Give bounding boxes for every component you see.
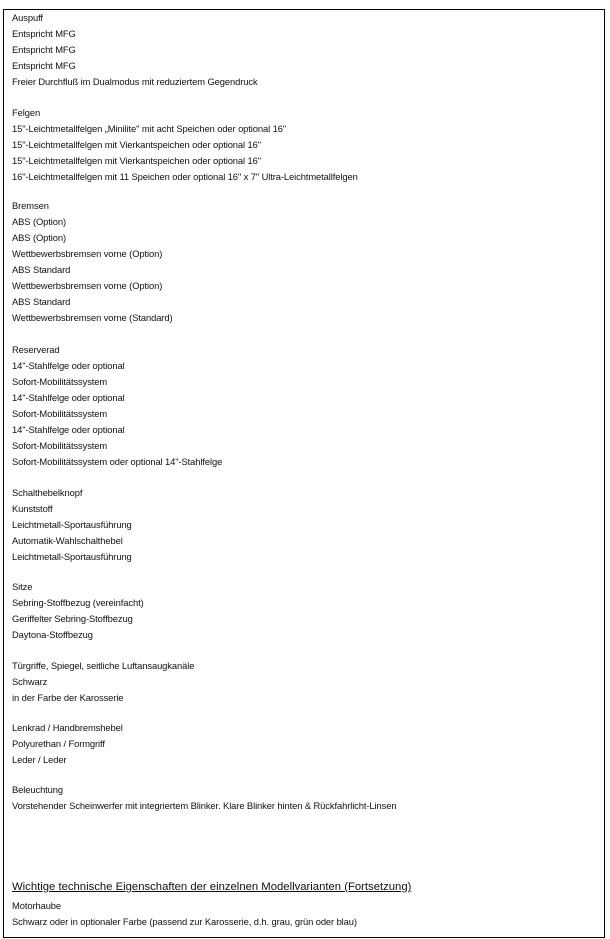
section-line: 16"-Leichtmetallfelgen mit 11 Speichen oder optional 16" x 7" Ultra-Leichtmetallfelgen	[12, 171, 358, 182]
section-reserverad	[12, 342, 600, 470]
section-line: Leichtmetall-Sportausführung	[12, 551, 132, 562]
section-line: 14"-Stahlfelge oder optional	[12, 392, 125, 403]
section-bremsen	[12, 198, 600, 326]
section-title: Felgen	[12, 107, 41, 118]
section-title: Lenkrad / Handbremshebel	[12, 722, 123, 733]
section-title: Sitze	[12, 581, 33, 592]
section-line: Leder / Leder	[12, 754, 67, 765]
section-line: Freier Durchfluß im Dualmodus mit reduziertem Gegendruck	[12, 76, 258, 87]
section-line: 15"-Leichtmetallfelgen mit Vierkantspeichen oder optional 16"	[12, 155, 261, 166]
section-line: ABS Standard	[12, 264, 71, 275]
section-line: ABS (Option)	[12, 216, 67, 227]
section-lenkrad	[12, 720, 600, 768]
section-line: Wettbewerbsbremsen vorne (Option)	[12, 248, 163, 259]
section-line: 14"-Stahlfelge oder optional	[12, 424, 125, 435]
section-line: ABS (Option)	[12, 232, 67, 243]
section-title: Beleuchtung	[12, 784, 64, 795]
section-line: Sofort-Mobilitätssystem	[12, 376, 108, 387]
section-line: 15"-Leichtmetallfelgen „Minilite" mit acht Speichen oder optional 16"	[12, 123, 287, 134]
section-line: Polyurethan / Formgriff	[12, 738, 105, 749]
section-line: 14"-Stahlfelge oder optional	[12, 360, 125, 371]
section-felgen	[12, 105, 600, 185]
document-page	[3, 9, 605, 938]
section-line: Schwarz oder in optionaler Farbe (passend zur Karosserie, d.h. grau, grün oder blau)	[12, 916, 357, 927]
section-line: Automatik-Wahlschalthebel	[12, 535, 123, 546]
section-line: Schwarz	[12, 676, 48, 687]
section-title: Türgriffe, Spiegel, seitliche Luftansaugkanäle	[12, 660, 195, 671]
section-tuergriffe	[12, 658, 600, 706]
section-line: Entspricht MFG	[12, 44, 76, 55]
section-schalthebelknopf	[12, 485, 600, 565]
section-line: Entspricht MFG	[12, 60, 76, 71]
section-auspuff	[12, 10, 600, 90]
section-line: Sofort-Mobilitätssystem	[12, 408, 108, 419]
section-line: Wettbewerbsbremsen vorne (Standard)	[12, 312, 173, 323]
section-line: 15"-Leichtmetallfelgen mit Vierkantspeichen oder optional 16"	[12, 139, 261, 150]
continuation-heading: Wichtige technische Eigenschaften der einzelnen Modellvarianten (Fortsetzung)	[12, 881, 412, 893]
section-line: Sebring-Stoffbezug (vereinfacht)	[12, 597, 144, 608]
section-line: Daytona-Stoffbezug	[12, 629, 93, 640]
section-line: Kunststoff	[12, 503, 53, 514]
section-title: Reserverad	[12, 344, 60, 355]
section-line: Entspricht MFG	[12, 28, 76, 39]
section-title: Auspuff	[12, 12, 43, 23]
section-line: Vorstehender Scheinwerfer mit integriertem Blinker. Klare Blinker hinten & Rückfahrlicht-Linsen	[12, 800, 397, 811]
section-title: Bremsen	[12, 200, 49, 211]
section-sitze	[12, 579, 600, 643]
section-beleuchtung	[12, 782, 600, 814]
section-title: Motorhaube	[12, 900, 62, 911]
section-line: Sofort-Mobilitätssystem oder optional 14"-Stahlfelge	[12, 456, 223, 467]
section-line: Geriffelter Sebring-Stoffbezug	[12, 613, 133, 624]
section-line: Sofort-Mobilitätssystem	[12, 440, 108, 451]
section-title: Schalthebelknopf	[12, 487, 83, 498]
section-line: Wettbewerbsbremsen vorne (Option)	[12, 280, 163, 291]
section-fortsetzung	[12, 879, 600, 930]
section-line: ABS Standard	[12, 296, 71, 307]
section-line: in der Farbe der Karosserie	[12, 692, 124, 703]
section-line: Leichtmetall-Sportausführung	[12, 519, 132, 530]
